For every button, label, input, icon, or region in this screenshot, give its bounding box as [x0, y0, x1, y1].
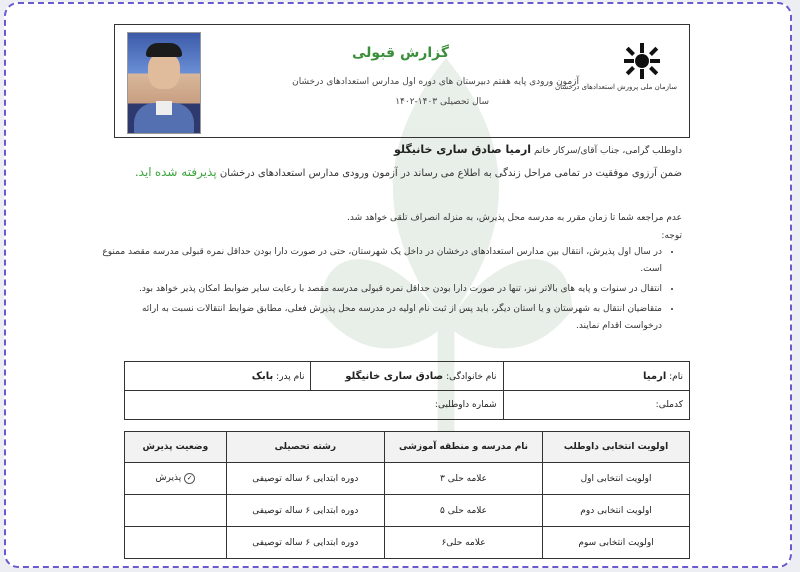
col-header-status: وضعیت پذیرش [125, 432, 227, 463]
report-header [114, 24, 690, 138]
first-name-value: ارمیا [643, 370, 667, 382]
school-cell: علامه حلی۶ [384, 527, 542, 559]
status-cell [125, 463, 227, 495]
acceptance-paragraph [102, 162, 682, 184]
accepted-highlight: پذیرفته شده [154, 165, 217, 179]
first-name-label: نام: [669, 371, 683, 382]
check-circle-icon: ✓ [184, 473, 195, 484]
student-full-name: ارمیا صادق ساری خانیگلو [393, 143, 532, 156]
table-row [125, 495, 690, 527]
father-name-cell [125, 362, 311, 391]
info-row [125, 362, 690, 391]
applicant-number-cell [125, 391, 504, 420]
school-cell: علامه حلی ۵ [384, 495, 542, 527]
last-name-label: نام خانوادگی: [446, 371, 497, 382]
exam-subtitle: آزمون ورودی پایه هفتم دبیرستان های دوره اول مدارس استعدادهای درخشان [292, 77, 579, 87]
preferences-header-row [125, 432, 690, 463]
col-header-school: نام مدرسه و منطقه آموزشی [384, 432, 542, 463]
last-name-value: صادق ساری خانیگلو [345, 370, 444, 382]
notes-list [102, 244, 672, 338]
last-name-cell [311, 362, 503, 391]
col-header-priority: اولویت انتخابی داوطلب [543, 432, 690, 463]
table-row [125, 527, 690, 559]
field-cell: دوره ابتدایی ۶ ساله توصیفی [226, 463, 384, 495]
father-name-value: بابک [251, 370, 274, 382]
table-row [125, 463, 690, 495]
academic-year: سال تحصیلی ۱۴۰۳-۱۴۰۲ [395, 97, 489, 107]
greeting-line [102, 141, 682, 160]
sun-emblem-icon [622, 41, 662, 81]
field-cell: دوره ابتدایی ۶ ساله توصیفی [226, 527, 384, 559]
status-text: پذیرش [155, 473, 182, 483]
acceptance-text: ضمن آرزوی موفقیت در تمامی مراحل زندگی به اطلاع می رساند در آزمون ورودی مدارس استعدادهای درخشان [219, 168, 682, 179]
priority-cell: اولویت انتخابی سوم [543, 527, 690, 559]
applicant-number-label: شماره داوطلبی: [434, 400, 497, 410]
status-cell [125, 527, 227, 559]
priority-cell: اولویت انتخابی اول [543, 463, 690, 495]
note-item: • انتقال در سنوات و پایه های بالاتر نیز، تنها در صورت دارا بودن حداقل نمره قبولی مدرسه مقصد با رعایت سایر ضوابط امکان پذیر خواهد بود. [102, 281, 662, 298]
col-header-field: رشته تحصیلی [226, 432, 384, 463]
field-cell: دوره ابتدایی ۶ ساله توصیفی [226, 495, 384, 527]
accepted-suffix: اید. [134, 165, 152, 179]
student-info-table [124, 361, 690, 420]
status-cell [125, 495, 227, 527]
national-code-label: کدملی: [655, 400, 683, 410]
organization-logo [554, 41, 677, 121]
info-row [125, 391, 690, 420]
note-item: • متقاضیان انتقال به شهرستان و یا استان دیگر، باید پس از ثبت نام اولیه در مدرسه محل پذیرش فعلی، مطابق ضوابط انتقالات نسبت به ارائه درخواست اقدام نمایند. [102, 301, 662, 335]
note-item: • در سال اول پذیرش، انتقال بین مدارس استعدادهای درخشان در داخل یک شهرستان، حتی در صورت دارا بودن حداقل نمره قبولی مدرسه مقصد ممنوع است. [102, 244, 662, 278]
first-name-cell [503, 362, 689, 391]
priority-cell: اولویت انتخابی دوم [543, 495, 690, 527]
school-cell: علامه حلی ۳ [384, 463, 542, 495]
report-page [4, 2, 792, 568]
father-name-label: نام پدر: [276, 371, 305, 382]
warning-text: عدم مراجعه شما تا زمان مقرر به مدرسه محل پذیرش، به منزله انصراف تلقی خواهد شد. [346, 213, 682, 223]
greeting-prefix: داوطلب گرامی، جناب آقای/سرکار خانم [533, 146, 682, 156]
national-code-cell [503, 391, 689, 420]
report-title: گزارش قبولی [352, 45, 449, 61]
preferences-table [124, 431, 690, 559]
note-label: توجه: [661, 231, 682, 241]
logo-text: سازمان ملی پرورش استعدادهای درخشان [554, 83, 677, 91]
student-photo [127, 32, 201, 134]
